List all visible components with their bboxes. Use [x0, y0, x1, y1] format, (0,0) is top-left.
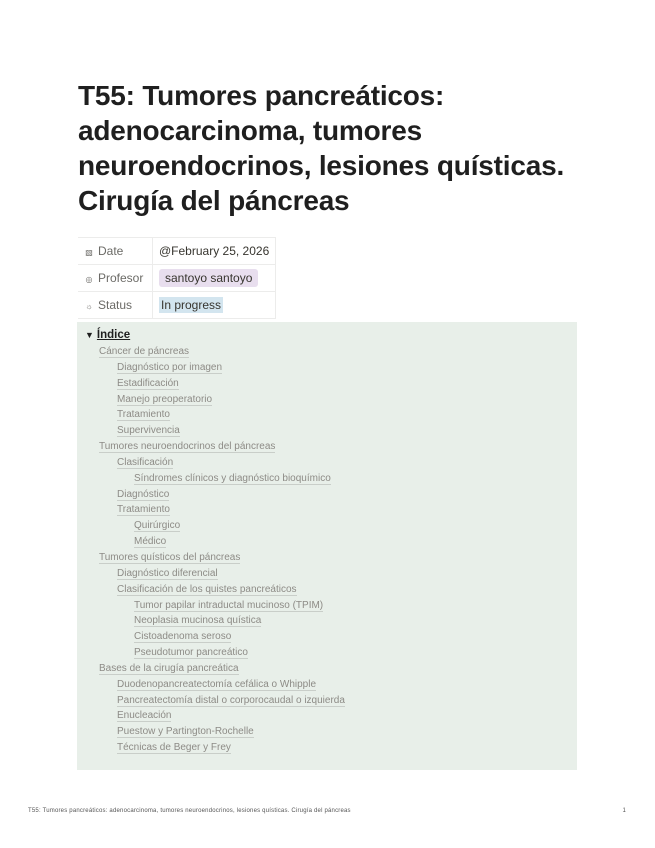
toc-item[interactable] — [85, 740, 569, 756]
toc-link[interactable]: Diagnóstico por imagen — [117, 361, 223, 373]
toc-item[interactable] — [85, 455, 569, 471]
toc-item[interactable] — [85, 518, 569, 534]
toc-item[interactable] — [85, 598, 569, 614]
toc-item[interactable] — [85, 376, 569, 392]
toc-item[interactable] — [85, 661, 569, 677]
toc-link[interactable]: Quirúrgico — [134, 520, 181, 532]
toc-item[interactable] — [85, 502, 569, 518]
toc-link[interactable]: Cáncer de páncreas — [99, 346, 190, 357]
toc-link[interactable]: Tumores neuroendocrinos del páncreas — [99, 441, 276, 453]
toc-link[interactable]: Cistoadenoma seroso — [134, 631, 232, 643]
toc-item[interactable] — [85, 423, 569, 439]
toc-item[interactable] — [85, 582, 569, 598]
toc-item[interactable] — [85, 487, 569, 503]
property-label: Date — [98, 244, 124, 258]
footer-text: T55: Tumores pancreáticos: adenocarcinoma, tumores neuroendocrinos, lesiones quísticas. Cirugía del páncreas — [28, 808, 351, 814]
toc-list — [85, 344, 569, 756]
property-label: Status — [98, 298, 133, 312]
calendar-icon: ▧ — [85, 248, 93, 257]
toc-link[interactable]: Estadificación — [117, 377, 179, 389]
toc-link[interactable]: Enucleación — [117, 710, 172, 722]
page-number: 1 — [622, 808, 626, 814]
toc-link[interactable]: Clasificación — [117, 456, 174, 468]
toc-link[interactable]: Supervivencia — [117, 425, 180, 437]
properties-table — [78, 237, 276, 319]
property-row — [78, 238, 276, 265]
status-tag[interactable]: In progress — [161, 298, 222, 312]
toc-link[interactable]: Pancreatectomía distal o corporocaudal o izquierda — [117, 694, 345, 706]
toc-item[interactable] — [85, 724, 569, 740]
toc-item[interactable] — [85, 613, 569, 629]
toc-link[interactable]: Duodenopancreatectomía cefálica o Whipple — [117, 678, 317, 690]
page-title: T55: Tumores pancreáticos: adenocarcinoma, tumores neuroendocrinos, lesiones quísticas. Cirugía del páncreas — [78, 80, 565, 216]
toc-item[interactable] — [85, 344, 569, 360]
toc-item[interactable] — [85, 708, 569, 724]
toc-item[interactable] — [85, 392, 569, 408]
property-row — [78, 292, 276, 319]
toc-item[interactable] — [85, 360, 569, 376]
status-icon: ☼ — [85, 302, 93, 311]
toc-link[interactable]: Tratamiento — [117, 504, 170, 516]
triangle-down-icon: ▼ — [85, 330, 94, 340]
toc-item[interactable] — [85, 566, 569, 582]
toc-link[interactable]: Médico — [134, 536, 167, 548]
toc-link[interactable]: Tratamiento — [117, 409, 170, 421]
toc-link[interactable]: Puestow y Partington-Rochelle — [117, 726, 254, 738]
profesor-tag[interactable]: santoyo santoyo — [159, 269, 258, 287]
toc-item[interactable] — [85, 677, 569, 693]
toc-link[interactable]: Diagnóstico diferencial — [117, 567, 218, 579]
date-value[interactable]: @February 25, 2026 — [159, 244, 270, 258]
table-of-contents — [77, 322, 577, 770]
toc-link[interactable]: Neoplasia mucinosa quística — [134, 615, 262, 627]
toc-link[interactable]: Tumores quísticos del páncreas — [99, 551, 241, 563]
toc-item[interactable] — [85, 534, 569, 550]
page-footer — [28, 808, 626, 814]
toc-toggle[interactable] — [85, 327, 569, 344]
property-label: Profesor — [98, 271, 144, 285]
toc-item[interactable] — [85, 471, 569, 487]
toc-item[interactable] — [85, 693, 569, 709]
toc-link[interactable]: Técnicas de Beger y Frey — [117, 742, 231, 754]
toc-link[interactable]: Pseudotumor pancreático — [134, 647, 248, 659]
toc-link[interactable]: Diagnóstico — [117, 488, 170, 500]
toc-item[interactable] — [85, 645, 569, 661]
toc-link[interactable]: Bases de la cirugía pancreática — [99, 662, 239, 674]
property-row — [78, 265, 276, 292]
toc-link[interactable]: Tumor papilar intraductal mucinoso (TPIM) — [134, 599, 324, 611]
toc-link[interactable]: Síndromes clínicos y diagnóstico bioquímico — [134, 472, 331, 484]
toc-item[interactable] — [85, 407, 569, 423]
toc-heading: Índice — [96, 329, 131, 341]
toc-link[interactable]: Clasificación de los quistes pancreáticos — [117, 583, 297, 595]
toc-link[interactable]: Manejo preoperatorio — [117, 393, 213, 405]
person-icon: ◎ — [85, 275, 93, 284]
toc-item[interactable] — [85, 439, 569, 455]
toc-item[interactable] — [85, 550, 569, 566]
toc-item[interactable] — [85, 629, 569, 645]
